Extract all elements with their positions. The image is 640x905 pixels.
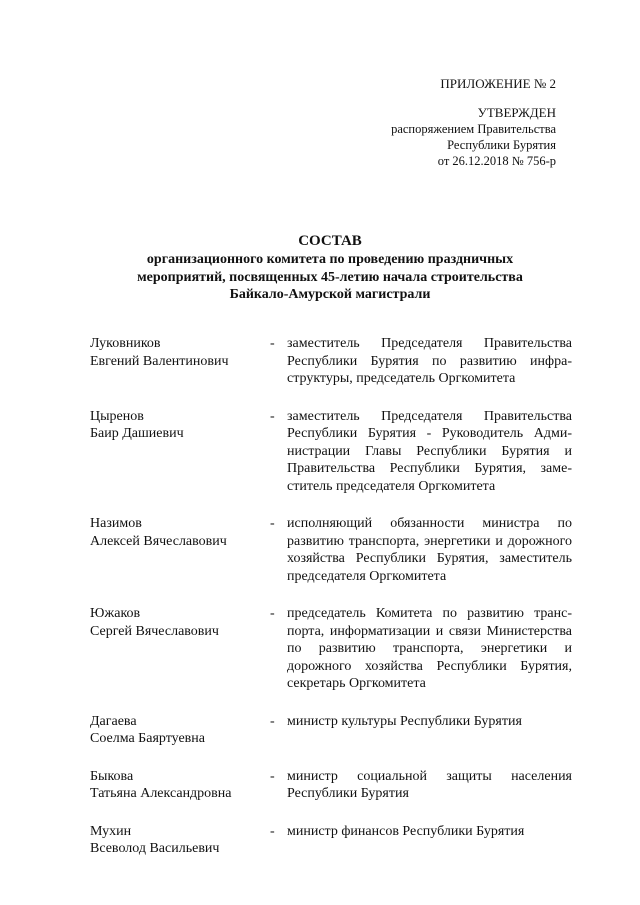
member-dash: - xyxy=(270,713,275,729)
member-given-names: Всеволод Васильевич xyxy=(90,841,220,856)
member-given-names: Баир Дашиевич xyxy=(90,426,184,441)
member-surname: Назимов xyxy=(90,516,142,531)
member-name xyxy=(90,823,270,858)
member-surname: Луковников xyxy=(90,336,161,351)
member-role: министр социальной защиты населения Республики Бурятия xyxy=(287,768,572,801)
member-given-names: Татьяна Александровна xyxy=(90,786,232,801)
member-given-names: Алексей Вячеславович xyxy=(90,533,227,549)
member-dash: - xyxy=(270,408,275,424)
member-entry xyxy=(90,768,572,803)
member-surname: Южаков xyxy=(90,606,141,621)
document-title: СОСТАВ xyxy=(298,233,362,249)
member-surname: Цыренов xyxy=(90,408,144,424)
member-name xyxy=(90,335,270,388)
member-name xyxy=(90,408,270,496)
committee-members-list xyxy=(90,335,572,878)
member-name xyxy=(90,713,270,748)
member-surname: Быкова xyxy=(90,768,134,784)
member-role: заместитель Председателя Правительства Республики Бурятия - Руководитель Администрации Главы Республики Бурятия и Правительства Республики Бурятия, заместитель председателя Оргкомитета xyxy=(287,408,572,494)
member-given-names: Евгений Валентинович xyxy=(90,353,229,369)
member-dash: - xyxy=(270,606,275,621)
subtitle-line-3: Байкало-Амурской магистрали xyxy=(229,287,431,302)
member-surname: Дагаева xyxy=(90,713,137,729)
member-entry xyxy=(90,605,572,693)
member-entry xyxy=(90,713,572,748)
member-name xyxy=(90,515,270,585)
member-dash: - xyxy=(270,516,275,531)
member-entry xyxy=(90,515,572,585)
member-role: министр финансов Республики Бурятия xyxy=(287,823,525,839)
member-entry xyxy=(90,408,572,496)
appendix-label: ПРИЛОЖЕНИЕ № 2 xyxy=(440,76,556,91)
member-entry xyxy=(90,335,572,388)
approved-by-line2: Республики Бурятия xyxy=(447,138,556,152)
member-dash: - xyxy=(270,336,275,351)
subtitle-line-1: организационного комитета по проведению праздничных xyxy=(146,252,514,267)
member-role: министр культуры Республики Бурятия xyxy=(287,713,522,729)
member-entry xyxy=(90,823,572,858)
approval-block xyxy=(391,105,556,169)
member-role: исполняющий обязанности министра по развитию транспорта, энергетики и дорожного хозяйства Республики Бурятия, заместитель председателя Оргкомитета xyxy=(287,516,572,584)
member-role: заместитель Председателя Правительства Республики Бурятия по развитию инфраструктуры, председатель Оргкомитета xyxy=(287,336,572,386)
document-title-block xyxy=(90,231,570,304)
member-surname: Мухин xyxy=(90,823,132,839)
member-name xyxy=(90,768,270,803)
approved-date: от 26.12.2018 № 756-р xyxy=(437,154,556,168)
member-dash: - xyxy=(270,823,275,839)
member-role: председатель Комитета по развитию транспорта, информатизации и связи Министерства по развитию транспорта, энергетики и дорожного хозяйства Республики Бурятия, секретарь Оргкомитета xyxy=(287,606,572,691)
approved-by-line1: распоряжением Правительства xyxy=(391,122,556,136)
member-dash: - xyxy=(270,768,275,784)
member-given-names: Сергей Вячеславович xyxy=(90,623,219,639)
approved-heading: УТВЕРЖДЕН xyxy=(477,105,556,120)
member-given-names: Соелма Баяртуевна xyxy=(90,731,205,746)
member-name xyxy=(90,605,270,693)
subtitle-line-2: мероприятий, посвященных 45-летию начала строительства xyxy=(137,269,523,285)
